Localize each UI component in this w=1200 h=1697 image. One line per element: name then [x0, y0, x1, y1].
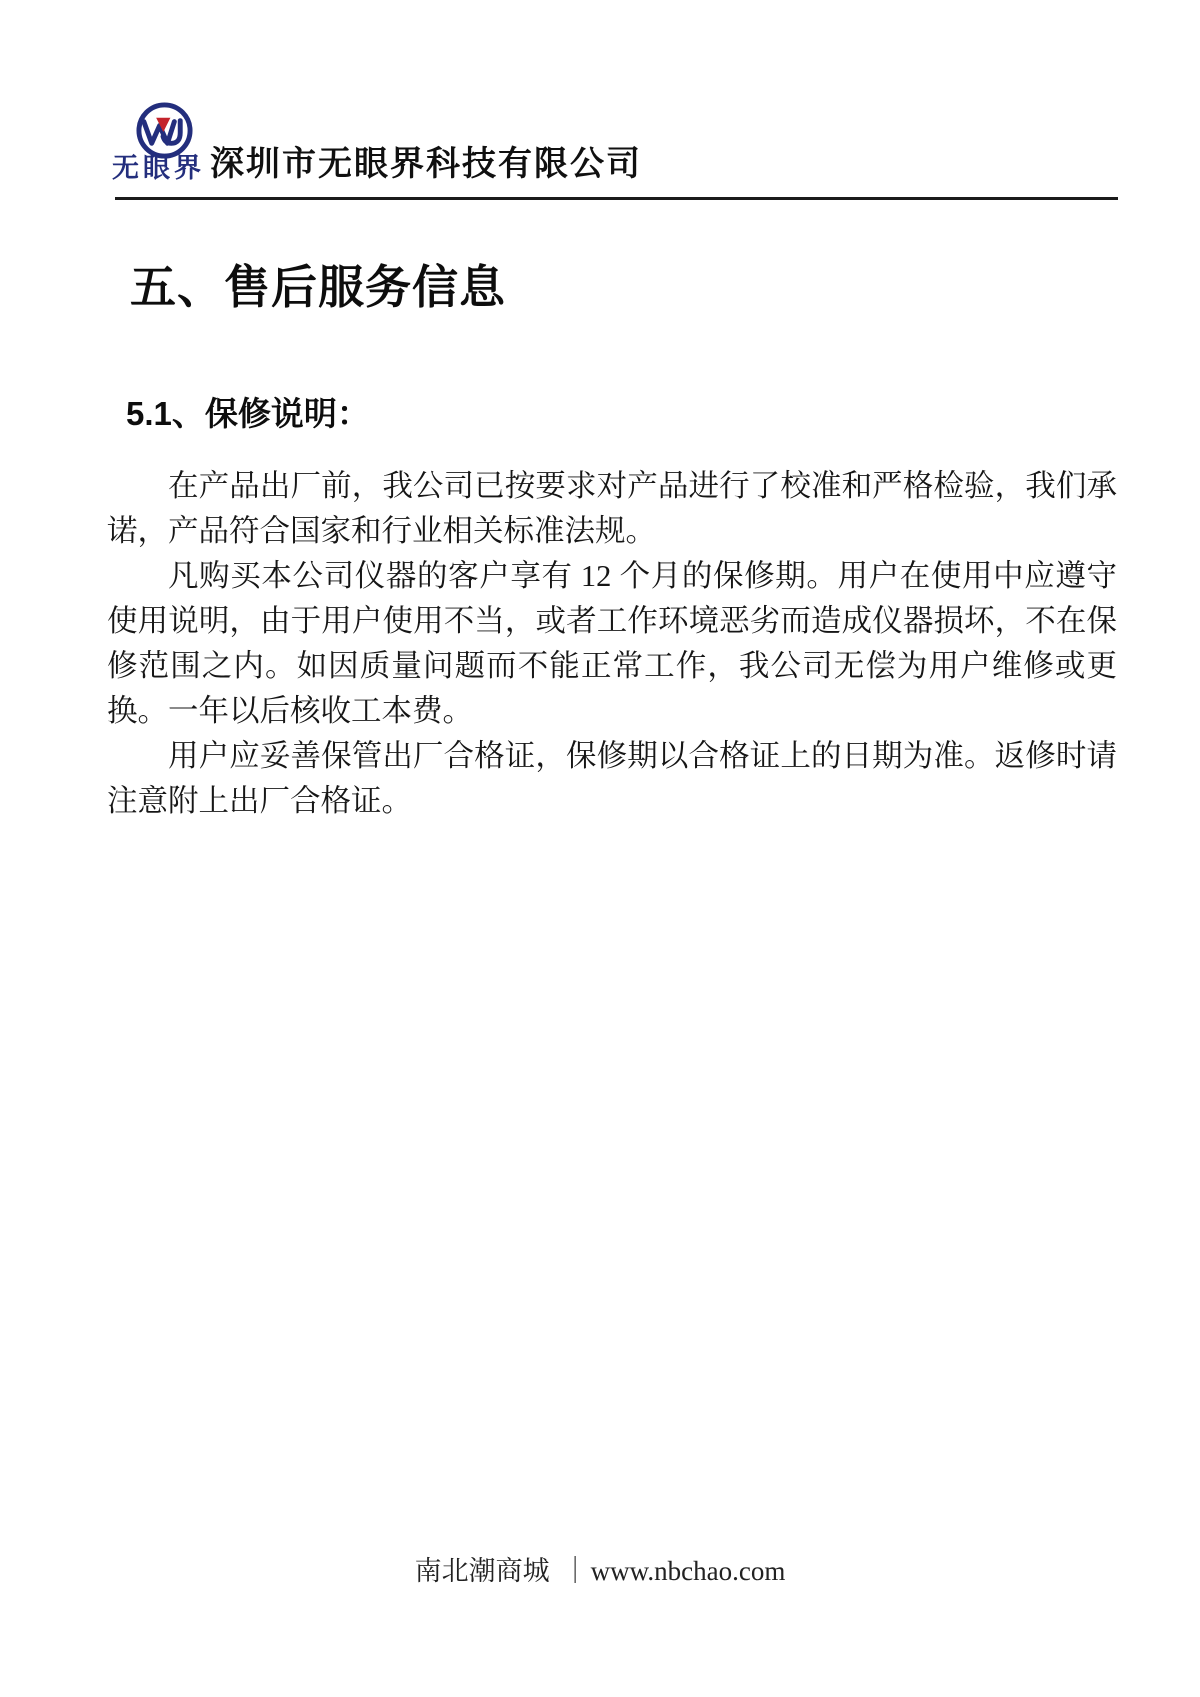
company-logo-icon: [135, 101, 194, 160]
footer-url: www.nbchao.com: [590, 1556, 786, 1586]
paragraph-warranty-promise: 在产品出厂前，我公司已按要求对产品进行了校准和严格检验，我们承诺，产品符合国家和行业相关标准法规。: [107, 469, 1117, 548]
logo-w-stroke: [144, 122, 174, 144]
logo-brand-name: 无眼界: [112, 153, 205, 183]
body-text: [107, 464, 1117, 824]
paragraph-certificate-note: 用户应妥善保管出厂合格证，保修期以合格证上的日期为准。返修时请注意附上出厂合格证。: [107, 739, 1117, 818]
subsection-heading: 5.1、保修说明：: [126, 395, 370, 433]
company-name: 深圳市无眼界科技有限公司: [210, 145, 642, 183]
paragraph-warranty-terms: 凡购买本公司仪器的客户享有 12 个月的保修期。用户在使用中应遵守使用说明，由于用户使用不当，或者工作环境恶劣而造成仪器损坏，不在保修范围之内。如因质量问题而不能正常工作，我公司无偿为用户维修或更换。一年以后核收工本费。: [107, 559, 1117, 728]
header-divider: [115, 197, 1118, 200]
footer-site-name: 南北潮商城: [414, 1556, 550, 1586]
footer-separator: ｜: [561, 1556, 589, 1586]
page-footer: [0, 1553, 1200, 1589]
section-heading: 五、售后服务信息: [130, 260, 506, 313]
